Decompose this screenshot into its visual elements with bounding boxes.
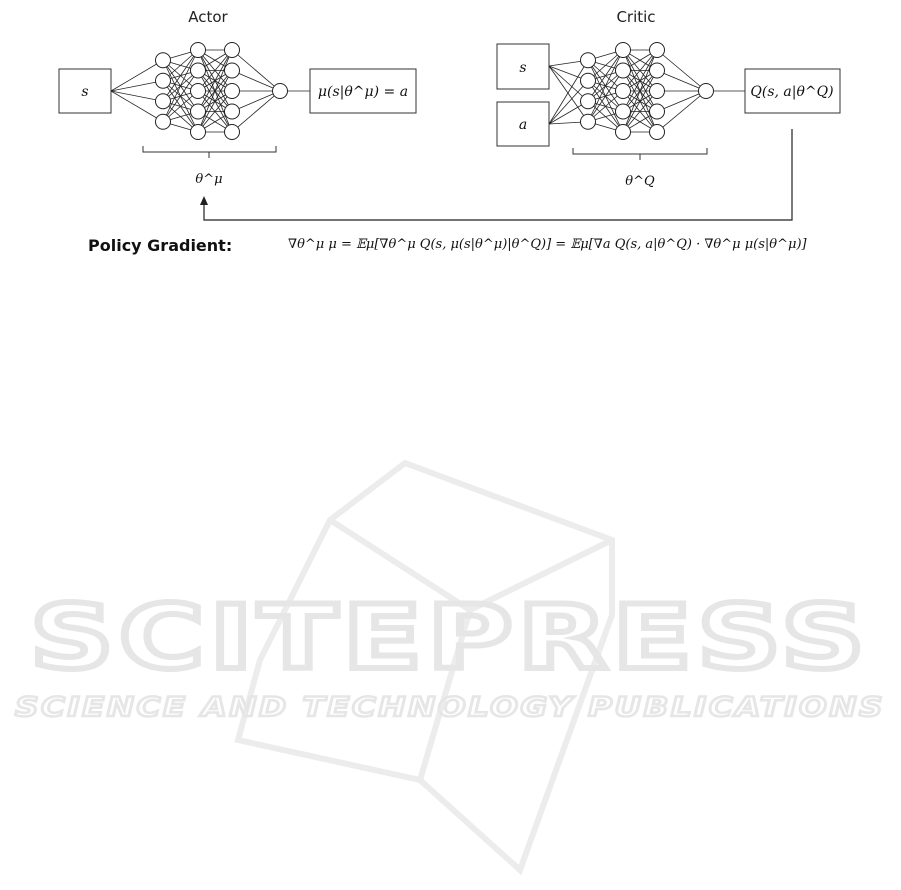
- actor-neuron: [225, 84, 240, 99]
- critic-params-brace: [573, 148, 707, 160]
- critic-neuron: [699, 84, 714, 99]
- actor-neuron: [273, 84, 288, 99]
- actor-input-edge: [111, 60, 163, 91]
- actor-neuron: [191, 104, 206, 119]
- actor-params-label: θ^μ: [195, 172, 223, 187]
- critic-neuron: [581, 73, 596, 88]
- arrow-head-icon: [200, 196, 208, 205]
- critic-neuron: [616, 104, 631, 119]
- critic-neuron: [650, 125, 665, 140]
- actor-neuron: [191, 125, 206, 140]
- critic-neuron: [650, 84, 665, 99]
- critic-input-edge: [549, 66, 588, 122]
- critic-input-edge: [549, 60, 588, 124]
- policy-gradient-label: Policy Gradient:: [88, 236, 233, 255]
- actor-neural-net: [111, 43, 310, 140]
- critic-neuron: [616, 84, 631, 99]
- critic-neuron: [616, 125, 631, 140]
- critic-neuron: [616, 63, 631, 78]
- critic-network: [497, 8, 840, 189]
- actor-neuron: [225, 63, 240, 78]
- actor-output-label: μ(s|θ^μ) = a: [317, 84, 409, 100]
- actor-neuron: [225, 125, 240, 140]
- policy-gradient-row: [88, 236, 888, 260]
- critic-params-label: θ^Q: [625, 174, 655, 189]
- critic-title: Critic: [616, 8, 656, 26]
- actor-title: Actor: [188, 8, 228, 26]
- actor-neuron: [191, 43, 206, 58]
- critic-neuron: [581, 53, 596, 68]
- critic-neuron: [650, 104, 665, 119]
- critic-neuron: [581, 94, 596, 109]
- actor-neuron: [191, 63, 206, 78]
- gradient-feedback-arrow: [200, 129, 792, 220]
- watermark: [15, 463, 885, 870]
- critic-neuron: [581, 114, 596, 129]
- critic-neural-net: [549, 43, 745, 140]
- actor-network: [59, 8, 416, 187]
- actor-neuron: [191, 84, 206, 99]
- actor-input-label: s: [81, 84, 89, 100]
- critic-neuron: [650, 63, 665, 78]
- critic-output-label: Q(s, a|θ^Q): [750, 84, 834, 100]
- actor-neuron: [225, 43, 240, 58]
- watermark-main: SCITEPRESS: [30, 586, 870, 689]
- actor-neuron: [156, 114, 171, 129]
- actor-input-edge: [111, 91, 163, 122]
- critic-state-label: s: [519, 60, 527, 76]
- actor-neuron: [225, 104, 240, 119]
- actor-neuron: [156, 73, 171, 88]
- watermark-sub: SCIENCE AND TECHNOLOGY PUBLICATIONS: [15, 692, 885, 723]
- critic-neuron: [616, 43, 631, 58]
- policy-gradient-formula: ∇θ^μ μ = 𝔼μ[∇θ^μ Q(s, μ(s|θ^μ)|θ^Q)] = 𝔼μ[∇a Q(s, a|θ^Q) · ∇θ^μ μ(s|θ^μ)]: [288, 237, 807, 252]
- critic-action-label: a: [518, 117, 528, 133]
- actor-neuron: [156, 53, 171, 68]
- actor-neuron: [156, 94, 171, 109]
- actor-params-brace: [143, 146, 276, 158]
- critic-neuron: [650, 43, 665, 58]
